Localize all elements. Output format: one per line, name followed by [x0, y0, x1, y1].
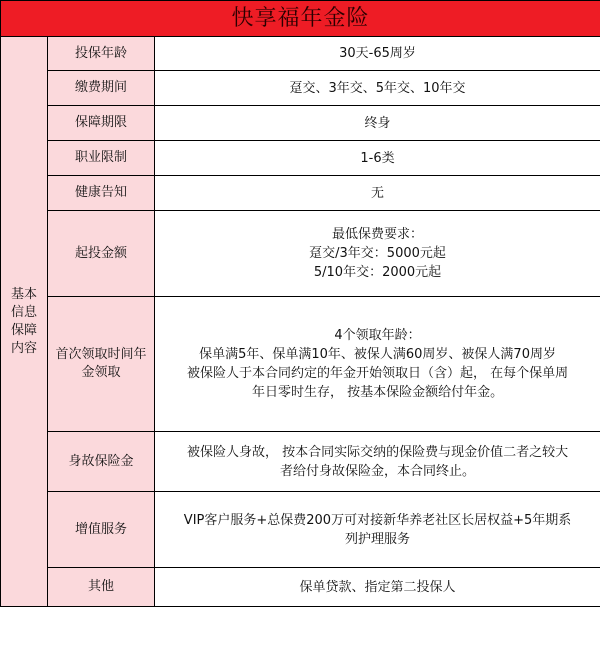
- row-coverage-period: [1, 106, 600, 141]
- row-death-benefit: [1, 432, 600, 492]
- row-value: 1-6类: [155, 141, 600, 176]
- row-label: 起投金额: [48, 211, 155, 297]
- row-label: 缴费期间: [48, 71, 155, 106]
- label-line: 金领取: [81, 365, 121, 380]
- value-line: 者给付身故保险金，本合同终止。: [280, 463, 476, 479]
- row-occupation: [1, 141, 600, 176]
- row-value: [155, 492, 600, 568]
- row-age: [1, 37, 600, 71]
- category-line: 信息: [10, 304, 37, 320]
- row-label: 保障期限: [48, 106, 155, 141]
- row-payment-period: [1, 71, 600, 106]
- value-line: 趸交/3年交：5000元起: [309, 246, 446, 261]
- value-line: 年日零时生存， 按基本保险金额给付年金。: [251, 385, 504, 400]
- row-value: 无: [155, 176, 600, 211]
- category-line: 保障: [10, 322, 37, 338]
- value-line: 4个领取年龄：: [334, 328, 421, 343]
- row-value: [155, 211, 600, 297]
- value-line: 被保险人于本合同约定的年金开始领取日（含）起， 在每个保单周: [186, 366, 569, 381]
- row-label: 职业限制: [48, 141, 155, 176]
- category-line: 基本: [10, 286, 37, 302]
- value-line: 最低保费要求：: [332, 227, 424, 242]
- category-line: 内容: [10, 340, 37, 356]
- value-line: 5/10年交：2000元起: [313, 265, 442, 280]
- row-label: [48, 297, 155, 432]
- table-title: 快享福年金险: [1, 1, 600, 37]
- row-label: 健康告知: [48, 176, 155, 211]
- row-value: 趸交、3年交、5年交、10年交: [155, 71, 600, 106]
- row-value-added: [1, 492, 600, 568]
- row-min-amount: [1, 211, 600, 297]
- value-line: 列护理服务: [345, 531, 411, 547]
- value-line: 保单满5年、保单满10年、被保人满60周岁、被保人满70周岁: [199, 347, 556, 362]
- value-line: 被保险人身故， 按本合同实际交纳的保险费与现金价值二者之较大: [186, 444, 569, 460]
- row-other: [1, 568, 600, 607]
- row-value: [155, 297, 600, 432]
- row-label: 投保年龄: [48, 37, 155, 71]
- row-label: 增值服务: [48, 492, 155, 568]
- row-first-claim: [1, 297, 600, 432]
- row-health: [1, 176, 600, 211]
- row-value: [155, 432, 600, 492]
- category-cell: [1, 37, 48, 607]
- row-value: 保单贷款、指定第二投保人: [155, 568, 600, 607]
- row-value: 30天-65周岁: [155, 37, 600, 71]
- row-value: 终身: [155, 106, 600, 141]
- row-label: 身故保险金: [48, 432, 155, 492]
- row-label: 其他: [48, 568, 155, 607]
- value-line: VIP客户服务+总保费200万可对接新华养老社区长居权益+5年期系: [183, 512, 572, 528]
- label-line: 首次领取时间年: [55, 347, 147, 362]
